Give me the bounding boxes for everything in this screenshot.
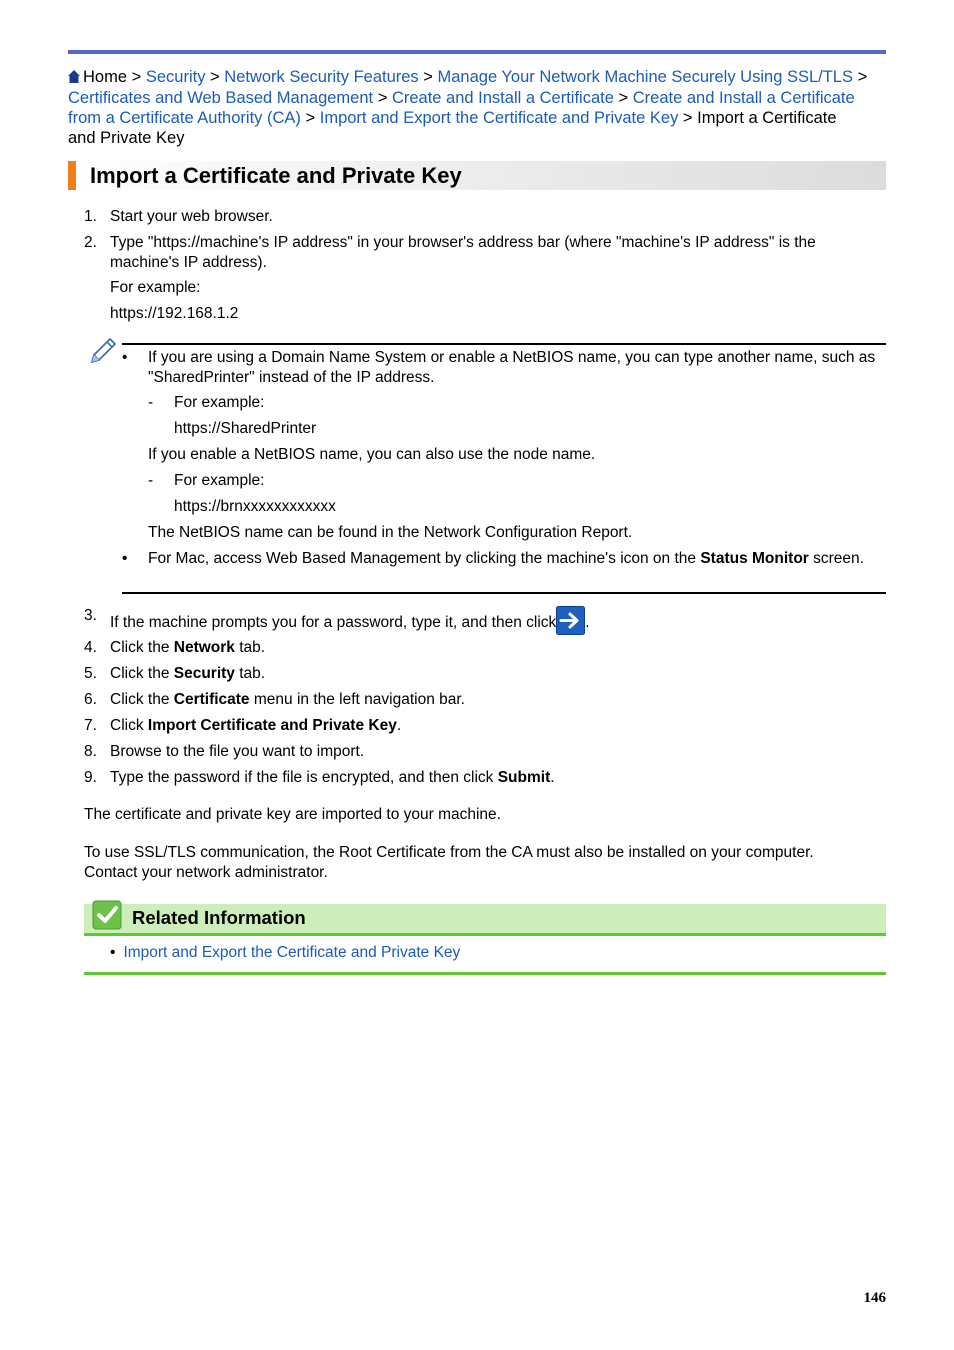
title-bar (68, 161, 886, 190)
title-accent (68, 161, 76, 190)
breadcrumb-link-certificates-wbm[interactable]: Certificates and Web Based Management (68, 89, 374, 107)
breadcrumb-current: Import a Certificate and Private Key (68, 109, 837, 147)
step-3: 3. If the machine prompts you for a password, type it, and then click . (84, 606, 110, 626)
step-9: 9. Type the password if the file is encrypted, and then click Submit. (84, 769, 555, 786)
breadcrumb: Home > Security > Network Security Features > Manage Your Network Machine Securely Using SSL/TLS > Certificates and Web Based Management > Create and Install a Certificate > Create and Install a Certificate from a Certificate Authority (CA) > Import and Export the Certificate and Private Key > Import a Certificate and Private Key (68, 68, 868, 147)
note-example-2: https://brnxxxxxxxxxxxx (174, 498, 336, 515)
step-7: 7. Click Import Certificate and Private Key. (84, 717, 402, 734)
related-bottom-rule (84, 972, 886, 975)
note-netbios-report: The NetBIOS name can be found in the Network Configuration Report. (148, 524, 633, 541)
step-2-example-value: https://192.168.1.2 (110, 305, 239, 322)
note-bottom-rule (122, 592, 886, 594)
top-rule (68, 50, 886, 54)
breadcrumb-link-create-install-ca[interactable]: Create and Install a Certificate from a Certificate Authority (CA) (68, 89, 855, 127)
step-4: 4. Click the Network tab. (84, 639, 266, 656)
related-link-import-export[interactable]: Import and Export the Certificate and Private Key (123, 944, 461, 961)
checkmark-icon (92, 900, 122, 935)
page-title: Import a Certificate and Private Key (90, 163, 462, 188)
breadcrumb-link-import-export[interactable]: Import and Export the Certificate and Private Key (319, 109, 679, 127)
related-list-item: • Import and Export the Certificate and Private Key (110, 944, 461, 961)
home-icon (68, 68, 80, 88)
step-2: 2. Type "https://machine's IP address" in your browser's address bar (where "machine's IP address" is the machine's IP address). (84, 234, 816, 271)
step-6: 6. Click the Certificate menu in the left navigation bar. (84, 691, 465, 708)
note-top-rule (122, 343, 886, 345)
step-5: 5. Click the Security tab. (84, 665, 266, 682)
breadcrumb-link-network-security-features[interactable]: Network Security Features (224, 68, 419, 86)
arrow-right-button-icon (556, 606, 585, 641)
breadcrumb-link-security[interactable]: Security (145, 68, 206, 86)
related-information-header (84, 904, 886, 936)
page-number: 146 (863, 1290, 886, 1306)
note-example-1: https://SharedPrinter (174, 420, 317, 437)
note-netbios-text: If you enable a NetBIOS name, you can also use the node name. (148, 446, 596, 463)
related-information-title: Related Information (132, 907, 306, 928)
ssl-note-text: To use SSL/TLS communication, the Root Certificate from the CA must also be installed on your computer. Contact your network administrator. (84, 844, 814, 881)
step-2-example-label: For example: (110, 279, 201, 296)
step-8: 8. Browse to the file you want to import. (84, 743, 365, 760)
breadcrumb-link-manage-ssl-tls[interactable]: Manage Your Network Machine Securely Using SSL/TLS (437, 68, 853, 86)
pencil-icon (86, 336, 118, 373)
breadcrumb-home[interactable]: Home (83, 68, 128, 86)
step-1: 1. Start your web browser. (84, 208, 273, 225)
result-text: The certificate and private key are imported to your machine. (84, 806, 501, 823)
breadcrumb-link-create-install-certificate[interactable]: Create and Install a Certificate (391, 89, 614, 107)
